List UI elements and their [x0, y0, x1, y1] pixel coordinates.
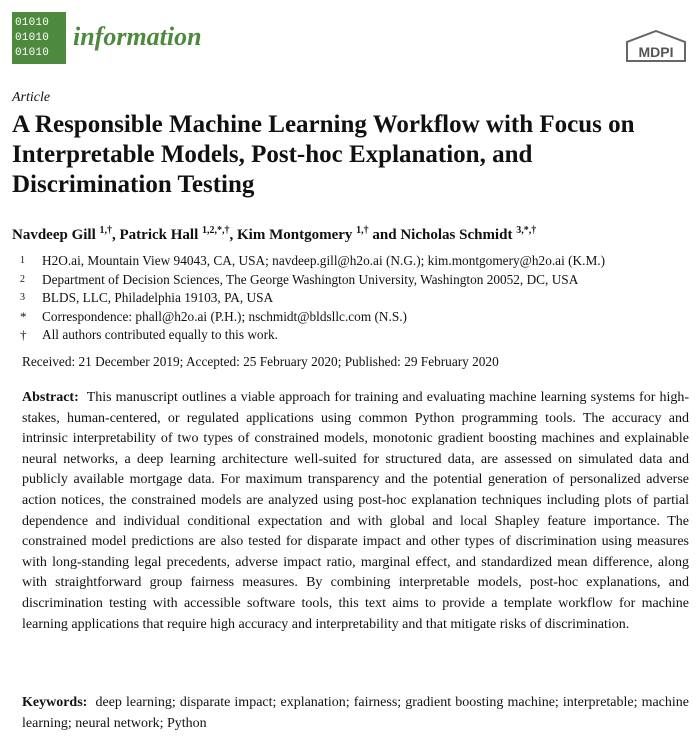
keywords-text: deep learning; disparate impact; explanation; fairness; gradient boosting machine; interpretable; machine learning; neural network; Python [22, 695, 690, 731]
affiliation-item [20, 289, 690, 308]
contribution-note: All authors contributed equally to this work. [42, 327, 278, 342]
logo-line: 01010 [15, 17, 50, 29]
mdpi-logo [624, 30, 688, 64]
affiliation-item [20, 252, 690, 271]
author-separator: , [112, 227, 120, 243]
author-name: Navdeep Gill [12, 227, 96, 243]
abstract-label: Abstract: [22, 390, 79, 405]
affiliation-text: Department of Decision Sciences, The George Washington University, Washington 20052, DC, USA [42, 271, 579, 287]
affiliation-mark: † [20, 327, 27, 342]
author-separator: and [368, 227, 401, 243]
affiliation-text: H2O.ai, Mountain View 94043, CA, USA; navdeep.gill@h2o.ai (N.G.); kim.montgomery@h2o.ai (K.M.) [42, 253, 606, 268]
keywords [22, 693, 689, 734]
publication-dates: Received: 21 December 2019; Accepted: 25 February 2020; Published: 29 February 2020 [22, 354, 499, 369]
affiliation-item [20, 308, 690, 327]
journal-name: information [73, 22, 202, 51]
journal-logo [12, 12, 66, 64]
correspondence-text: Correspondence: phall@h2o.ai (P.H.); nschmidt@bldsllc.com (N.S.) [42, 308, 407, 324]
author-affiliation-marks: 1,† [99, 225, 113, 236]
keywords-label: Keywords: [22, 695, 88, 710]
author-name: Kim Montgomery [237, 227, 353, 243]
affiliations [20, 252, 690, 345]
affiliation-mark: 2 [20, 273, 25, 285]
author-affiliation-marks: 1,2,*,† [202, 225, 230, 236]
article-type: Article [12, 90, 51, 105]
abstract [22, 388, 689, 635]
author-name: Nicholas Schmidt [400, 227, 513, 243]
author-separator: , [229, 227, 238, 243]
publisher-name: MDPI [638, 44, 674, 60]
affiliation-mark: 3 [20, 292, 25, 303]
affiliation-text: BLDS, LLC, Philadelphia 19103, PA, USA [42, 290, 274, 305]
author-list [12, 225, 536, 244]
author-affiliation-marks: 3,*,† [516, 225, 537, 236]
affiliation-mark: * [20, 308, 27, 324]
article-title: A Responsible Machine Learning Workflow with Focus on Interpretable Models, Post-hoc Explanation, and Discrimination Testing [12, 111, 635, 198]
affiliation-mark: 1 [20, 255, 25, 266]
journal-header [12, 12, 688, 70]
abstract-text: This manuscript outlines a viable approach for training and evaluating machine learning systems for high-stakes, human-centered, or regulated applications using common Python programming tools. The accuracy and intrinsic interpretability of two types of constrained models, monotonic gradient boosting machines and explainable neural networks, a deep learning architecture well-suited for structured data, are assessed on simulated data and publicly available mortgage data. For maximum transparency and the potential generation of personalized adverse action notices, the constrained models are analyzed using post-hoc explanation techniques including plots of partial dependence and individual conditional expectation and with global and local Shapley feature importance. The constrained model predictions are also tested for disparate impact and other types of discrimination using measures with long-standing legal precedents, adverse impact ratio, marginal effect, and standardized mean difference, along with straightforward group fairness measures. By combining interpretable models, post-hoc explanations, and discrimination testing with accessible software tools, this text aims to provide a template workflow for machine learning applications that require high accuracy and interpretability and that mitigate risks of discrimination. [22, 390, 689, 632]
affiliation-item [20, 326, 690, 345]
logo-line: 01010 [15, 32, 50, 44]
author-affiliation-marks: 1,† [356, 225, 369, 236]
author-name: Patrick Hall [119, 227, 199, 243]
affiliation-item [20, 271, 690, 290]
logo-line: 01010 [15, 47, 50, 59]
